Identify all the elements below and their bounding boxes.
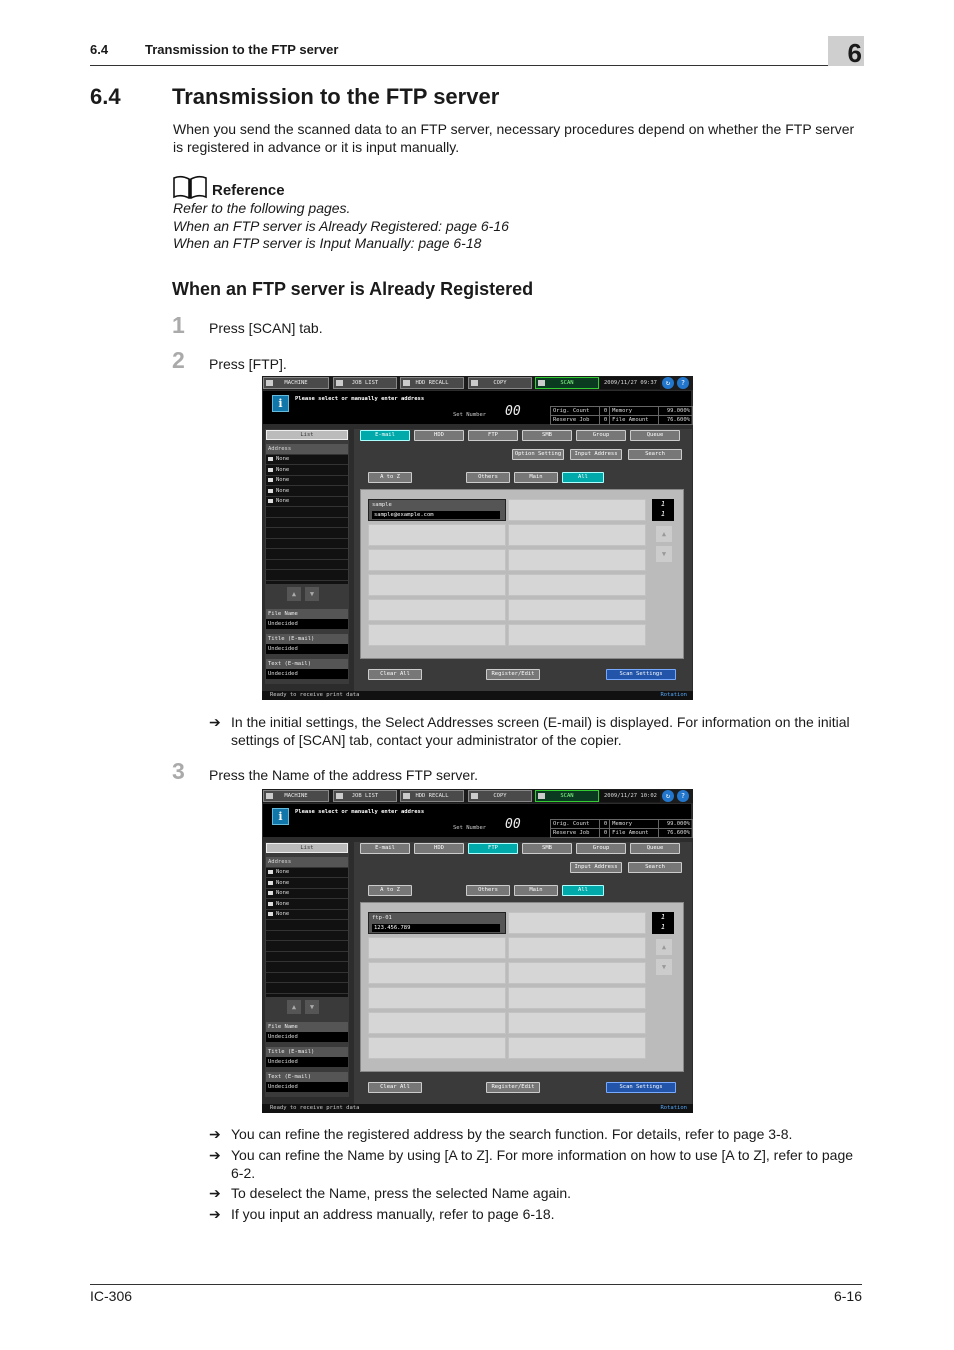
address-slot[interactable] (508, 524, 646, 546)
tab-label: COPY (493, 793, 507, 799)
message-area (263, 804, 691, 837)
address-row-label: None (276, 869, 290, 876)
message-text: Please select or manually enter address (295, 396, 425, 402)
book-icon (173, 175, 207, 199)
dest-tab-smb[interactable]: SMB (522, 430, 572, 441)
tab-icon (403, 793, 410, 799)
address-list-panel (265, 429, 349, 684)
running-header-section-number: 6.4 (90, 42, 109, 57)
address-list (266, 444, 348, 584)
address-entry-value: sample@example.com (372, 511, 500, 519)
address-type-icon (268, 468, 273, 472)
tab-icon (538, 380, 545, 386)
tab-icon (538, 793, 545, 799)
power-icon[interactable]: ↻ (662, 377, 674, 389)
running-header-title: Transmission to the FTP server (145, 42, 339, 57)
dest-tab-queue[interactable]: Queue (630, 430, 680, 441)
address-slot[interactable] (508, 599, 646, 621)
tab-machine[interactable] (263, 377, 329, 389)
filter-button-all[interactable]: All (562, 472, 604, 483)
status-cell: Orig. Count (551, 407, 600, 416)
tab-icon (471, 793, 478, 799)
scroll-down-icon[interactable]: ▼ (305, 587, 319, 601)
address-type-icon (268, 902, 273, 906)
status-bar (262, 691, 693, 700)
filter-button-main[interactable]: Main (514, 472, 558, 483)
step-number: 3 (172, 758, 185, 784)
note-item (209, 1184, 863, 1202)
destination-panel (354, 429, 692, 691)
address-entry-name: ftp-01 (372, 915, 392, 921)
list-scroll-buttons (287, 1000, 319, 1014)
address-slot[interactable] (508, 574, 646, 596)
address-row[interactable] (266, 476, 348, 487)
address-row[interactable] (266, 910, 348, 921)
setting-field[interactable] (266, 634, 348, 655)
address-row-empty (266, 570, 348, 581)
setting-field-value: Undecided (266, 669, 348, 679)
address-row[interactable] (266, 868, 348, 879)
page-down-icon[interactable]: ▼ (656, 546, 672, 562)
tab-label: JOB LIST (351, 793, 379, 799)
tab-scan[interactable] (535, 790, 599, 802)
address-row-empty (266, 507, 348, 518)
status-cell: 0 (600, 416, 610, 425)
setting-field-value: Undecided (266, 644, 348, 654)
address-grid (360, 489, 684, 659)
tab-label: SCAN (560, 380, 574, 386)
tab-copy[interactable] (468, 790, 532, 802)
tab-label: MACHINE (284, 793, 308, 799)
tab-label: HDD RECALL (415, 793, 449, 799)
address-entry-value: 123.456.789 (372, 924, 500, 932)
tab-icon (336, 380, 343, 386)
address-row[interactable] (266, 889, 348, 900)
address-row-empty (266, 962, 348, 973)
status-cell: 76.600% (659, 416, 693, 425)
address-row-label: None (276, 456, 290, 463)
address-slot[interactable] (508, 499, 646, 521)
tab-hdd-recall[interactable] (400, 377, 464, 389)
help-icon[interactable]: ? (677, 790, 689, 802)
chapter-badge: 6 (828, 36, 864, 66)
dest-tab-hdd[interactable]: HDD (414, 843, 464, 854)
setting-field-label: Title (E-mail) (266, 634, 348, 644)
tab-icon (403, 380, 410, 386)
option-button[interactable]: Search (628, 862, 682, 873)
dest-tab-ftp[interactable]: FTP (468, 430, 518, 441)
status-cell: Orig. Count (551, 820, 600, 829)
address-slot[interactable] (508, 962, 646, 984)
filter-button-a-to-z[interactable]: A to Z (368, 472, 412, 483)
tab-scan[interactable] (535, 377, 599, 389)
note-text: You can refine the registered address by the search function. For details, refer to page 3-8. (231, 1126, 793, 1142)
address-slot[interactable] (368, 1037, 506, 1059)
list-button[interactable]: List (266, 843, 348, 853)
address-row-label: None (276, 498, 290, 505)
info-icon: i (272, 395, 289, 412)
status-cell: 76.600% (659, 829, 693, 838)
dest-tab-ftp[interactable]: FTP (468, 843, 518, 854)
status-cell: Reserve Job (551, 829, 600, 838)
address-type-icon (268, 499, 273, 503)
note-item (209, 1205, 863, 1223)
scan-screen-ftp (262, 789, 693, 1113)
tab-job-list[interactable] (333, 790, 397, 802)
address-entry-name: sample (372, 502, 392, 508)
tab-label: HDD RECALL (415, 380, 449, 386)
address-row[interactable] (266, 486, 348, 497)
page-indicator: 1 1 (652, 499, 674, 521)
bottom-button-clear-all[interactable]: Clear All (368, 669, 422, 680)
tab-icon (471, 380, 478, 386)
status-cell: Memory (610, 407, 659, 416)
status-cell: 99.000% (659, 407, 693, 416)
top-tab-bar (262, 376, 693, 390)
address-type-icon (268, 881, 273, 885)
setting-field-value: Undecided (266, 1082, 348, 1092)
address-header: Address (266, 444, 348, 455)
option-button[interactable]: Input Address (570, 862, 622, 873)
setting-field-value: Undecided (266, 1032, 348, 1042)
address-row[interactable] (266, 878, 348, 889)
address-row-label: None (276, 890, 290, 897)
note-item (209, 1146, 863, 1182)
status-cell: Reserve Job (551, 416, 600, 425)
address-row-label: None (276, 477, 290, 484)
step-text: Press [FTP]. (209, 356, 287, 372)
tab-job-list[interactable] (333, 377, 397, 389)
setting-field-label: File Name (266, 1022, 348, 1032)
filter-button-all[interactable]: All (562, 885, 604, 896)
setting-field-value: Undecided (266, 1057, 348, 1067)
bottom-button-scan-settings[interactable]: Scan Settings (606, 1082, 676, 1093)
scroll-up-icon[interactable]: ▲ (287, 587, 301, 601)
top-tab-bar (262, 789, 693, 803)
address-slot[interactable] (368, 524, 506, 546)
page-up-icon[interactable]: ▲ (656, 939, 672, 955)
destination-panel (354, 842, 692, 1104)
address-row-empty (266, 983, 348, 994)
address-type-icon (268, 891, 273, 895)
reference-line: When an FTP server is Input Manually: page 6-18 (173, 235, 482, 251)
tab-hdd-recall[interactable] (400, 790, 464, 802)
status-cell: 99.000% (659, 820, 693, 829)
footer-rule (90, 1284, 862, 1285)
footer-page-number: 6-16 (833, 1288, 862, 1304)
info-icon: i (272, 808, 289, 825)
tab-icon (266, 793, 273, 799)
setting-field[interactable] (266, 1072, 348, 1093)
address-type-icon (268, 478, 273, 482)
reference-title: Reference (212, 182, 285, 199)
dest-tab-e-mail[interactable]: E-mail (360, 843, 410, 854)
address-row-empty (266, 528, 348, 539)
step-text: Press the Name of the address FTP server. (209, 767, 478, 783)
note-text: If you input an address manually, refer to page 6-18. (231, 1206, 555, 1222)
status-table (550, 819, 693, 838)
scroll-down-icon[interactable]: ▼ (305, 1000, 319, 1014)
tab-icon (336, 793, 343, 799)
bottom-button-scan-settings[interactable]: Scan Settings (606, 669, 676, 680)
scan-screen-email (262, 376, 693, 700)
setting-field-label: Text (E-mail) (266, 1072, 348, 1082)
set-number-value: 00 (505, 817, 521, 832)
address-type-icon (268, 912, 273, 916)
address-slot[interactable] (508, 1012, 646, 1034)
address-row[interactable] (266, 455, 348, 466)
page-down-icon[interactable]: ▼ (656, 959, 672, 975)
arrow-icon: ➔ (209, 1185, 221, 1201)
power-icon[interactable]: ↻ (662, 790, 674, 802)
step-number: 2 (172, 347, 185, 373)
address-slot[interactable] (368, 574, 506, 596)
step-text: Press [SCAN] tab. (209, 320, 323, 336)
setting-field-label: File Name (266, 609, 348, 619)
bottom-button-register-edit[interactable]: Register/Edit (486, 1082, 540, 1093)
bottom-button-clear-all[interactable]: Clear All (368, 1082, 422, 1093)
address-slot[interactable] (508, 1037, 646, 1059)
note-item (209, 713, 863, 749)
address-slot[interactable] (508, 987, 646, 1009)
section-number: 6.4 (90, 84, 121, 109)
address-row[interactable] (266, 899, 348, 910)
dest-tab-group[interactable]: Group (576, 843, 626, 854)
set-number-label: Set Number (453, 412, 487, 418)
filter-button-others[interactable]: Others (466, 885, 510, 896)
tab-label: SCAN (560, 793, 574, 799)
address-row[interactable] (266, 497, 348, 508)
address-row-empty (266, 931, 348, 942)
setting-field[interactable] (266, 609, 348, 630)
bottom-button-register-edit[interactable]: Register/Edit (486, 669, 540, 680)
rotation-button[interactable]: Rotation (660, 1105, 687, 1111)
arrow-icon: ➔ (209, 1126, 221, 1142)
address-row-empty (266, 920, 348, 931)
status-cell: 0 (600, 820, 610, 829)
tab-label: JOB LIST (351, 380, 379, 386)
note-item (209, 1125, 863, 1143)
address-row-label: None (276, 911, 290, 918)
message-area (263, 391, 691, 424)
setting-field-label: Text (E-mail) (266, 659, 348, 669)
rotation-button[interactable]: Rotation (660, 692, 687, 698)
setting-field-label: Title (E-mail) (266, 1047, 348, 1057)
reference-line: When an FTP server is Already Registered: page 6-16 (173, 217, 509, 234)
address-row-empty (266, 941, 348, 952)
status-cell: File Amount (610, 416, 659, 425)
subsection-title: When an FTP server is Already Registered (172, 279, 534, 299)
address-slot[interactable] (508, 937, 646, 959)
clock-display: 2009/11/27 09:37 (600, 377, 660, 389)
help-icon[interactable]: ? (677, 377, 689, 389)
address-list (266, 857, 348, 997)
footer-model: IC-306 (90, 1288, 133, 1304)
status-text: Ready to receive print data (270, 1105, 360, 1111)
option-button[interactable]: Input Address (570, 449, 622, 460)
address-slot[interactable] (368, 987, 506, 1009)
dest-tab-smb[interactable]: SMB (522, 843, 572, 854)
status-cell: 0 (600, 407, 610, 416)
arrow-icon: ➔ (209, 1206, 221, 1222)
dest-tab-queue[interactable]: Queue (630, 843, 680, 854)
arrow-icon: ➔ (209, 714, 221, 730)
note-text: In the initial settings, the Select Addresses screen (E-mail) is displayed. For information on the initial settings of [SCAN] tab, contact your administrator of the copier. (231, 714, 850, 748)
set-number-value: 00 (505, 404, 521, 419)
set-number-label: Set Number (453, 825, 487, 831)
setting-field[interactable] (266, 1047, 348, 1068)
status-cell: File Amount (610, 829, 659, 838)
address-header: Address (266, 857, 348, 868)
status-text: Ready to receive print data (270, 692, 360, 698)
note-text: To deselect the Name, press the selected Name again. (231, 1185, 572, 1201)
address-entry[interactable] (368, 499, 506, 521)
address-row-empty (266, 539, 348, 550)
setting-field[interactable] (266, 659, 348, 680)
scroll-up-icon[interactable]: ▲ (287, 1000, 301, 1014)
dest-tab-group[interactable]: Group (576, 430, 626, 441)
note-text: You can refine the Name by using [A to Z]. For more information on how to use [A to Z], refer to page 6-2. (231, 1147, 854, 1181)
tab-label: MACHINE (284, 380, 308, 386)
address-slot[interactable] (368, 549, 506, 571)
arrow-icon: ➔ (209, 1147, 221, 1163)
address-row-empty (266, 518, 348, 529)
address-row-empty (266, 560, 348, 571)
address-grid (360, 902, 684, 1072)
address-row-label: None (276, 487, 290, 494)
status-cell: 0 (600, 829, 610, 838)
tab-label: COPY (493, 380, 507, 386)
address-list-panel (265, 842, 349, 1097)
page-indicator: 1 1 (652, 912, 674, 934)
status-bar (262, 1104, 693, 1113)
dest-tab-e-mail[interactable]: E-mail (360, 430, 410, 441)
filter-button-others[interactable]: Others (466, 472, 510, 483)
option-button[interactable]: Option Setting (512, 449, 564, 460)
reference-lines (173, 200, 509, 253)
address-slot[interactable] (368, 624, 506, 646)
list-button[interactable]: List (266, 430, 348, 440)
header-rule (90, 65, 862, 66)
filter-button-a-to-z[interactable]: A to Z (368, 885, 412, 896)
address-entry[interactable] (368, 912, 506, 934)
address-slot[interactable] (368, 937, 506, 959)
dest-tab-hdd[interactable]: HDD (414, 430, 464, 441)
address-row-label: None (276, 879, 290, 886)
address-slot[interactable] (508, 912, 646, 934)
address-slot[interactable] (508, 624, 646, 646)
address-slot[interactable] (508, 549, 646, 571)
address-slot[interactable] (368, 599, 506, 621)
section-title: Transmission to the FTP server (172, 84, 500, 109)
address-type-icon (268, 870, 273, 874)
status-cell: Memory (610, 820, 659, 829)
step-number: 1 (172, 312, 185, 338)
tab-machine[interactable] (263, 790, 329, 802)
address-row-label: None (276, 900, 290, 907)
reference-line: Refer to the following pages. (173, 200, 351, 216)
address-row-label: None (276, 466, 290, 473)
list-scroll-buttons (287, 587, 319, 601)
intro-paragraph: When you send the scanned data to an FTP server, necessary procedures depend on whether the FTP server is registered in advance or it is input manually. (173, 121, 855, 155)
message-text: Please select or manually enter address (295, 809, 425, 815)
option-button[interactable]: Search (628, 449, 682, 460)
filter-button-main[interactable]: Main (514, 885, 558, 896)
address-slot[interactable] (368, 1012, 506, 1034)
setting-field-value: Undecided (266, 619, 348, 629)
address-type-icon (268, 489, 273, 493)
tab-copy[interactable] (468, 377, 532, 389)
address-row-empty (266, 549, 348, 560)
address-type-icon (268, 457, 273, 461)
clock-display: 2009/11/27 10:02 (600, 790, 660, 802)
status-table (550, 406, 693, 425)
address-slot[interactable] (368, 962, 506, 984)
tab-icon (266, 380, 273, 386)
setting-field[interactable] (266, 1022, 348, 1043)
address-row[interactable] (266, 465, 348, 476)
page-up-icon[interactable]: ▲ (656, 526, 672, 542)
address-row-empty (266, 973, 348, 984)
address-row-empty (266, 952, 348, 963)
